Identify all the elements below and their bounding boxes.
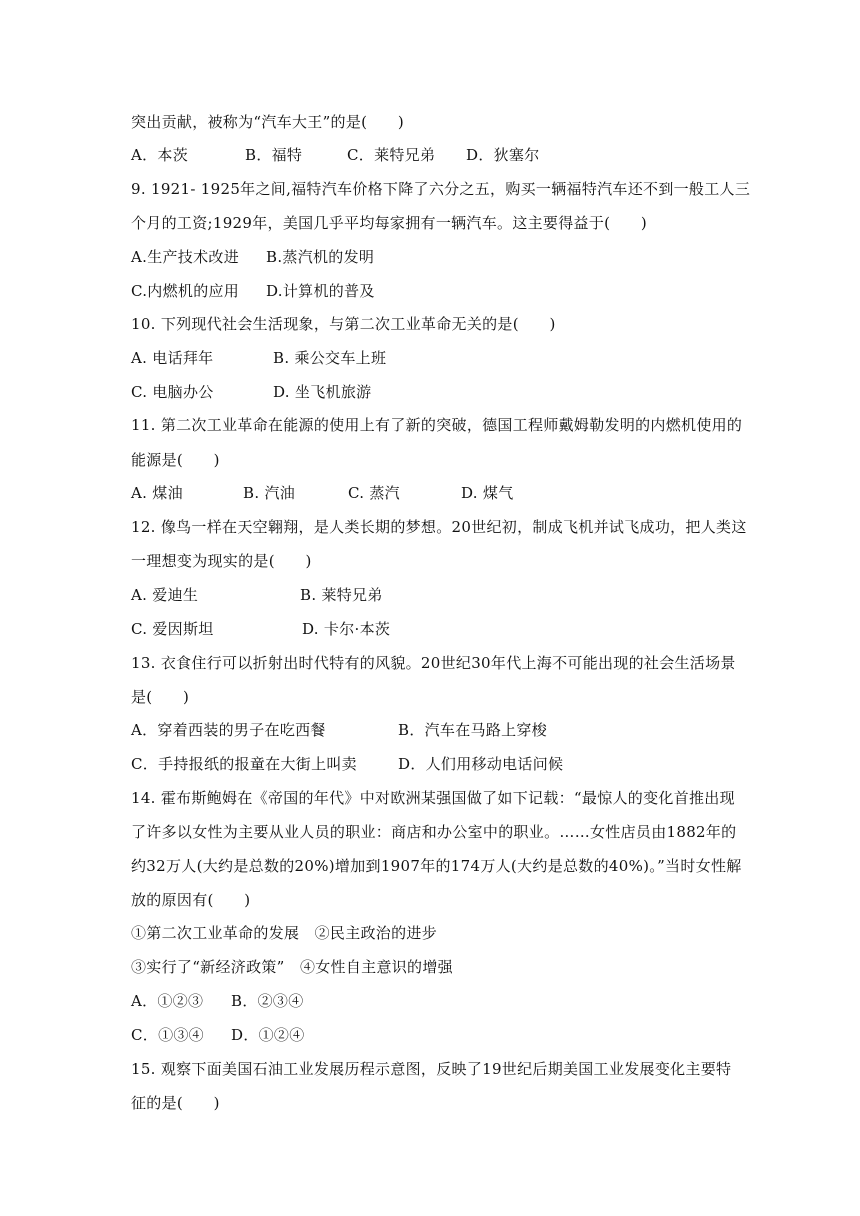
q10-option-b: B. 乘公交车上班	[273, 349, 387, 367]
q11-stem-line1: 11. 第二次工业革命在能源的使用上有了新的突破，德国工程师戴姆勒发明的内燃机使用的	[131, 416, 743, 434]
q14-option-a: A．①②③	[131, 992, 204, 1010]
q9-option-c: C.内燃机的应用	[131, 282, 240, 300]
q8-option-a: A．本茨	[131, 146, 189, 164]
q12-option-c: C. 爱因斯坦	[131, 620, 214, 638]
q13-option-c: C．手持报纸的报童在大街上叫卖	[131, 755, 357, 773]
q13-option-b: B．汽车在马路上穿梭	[398, 721, 548, 739]
q15-stem-line2: 征的是( )	[131, 1094, 220, 1112]
q13-option-d: D．人们用移动电话问候	[398, 755, 564, 773]
q10-option-a: A. 电话拜年	[131, 349, 214, 367]
q13-stem-line2: 是( )	[131, 688, 190, 706]
q9-option-d: D.计算机的普及	[266, 282, 375, 300]
q13-option-a: A．穿着西装的男子在吃西餐	[131, 721, 326, 739]
q12-option-d: D. 卡尔·本茨	[302, 620, 391, 638]
q10-option-d: D. 坐飞机旅游	[273, 383, 372, 401]
q15-stem-line1: 15. 观察下面美国石油工业发展历程示意图，反映了19世纪后期美国工业发展变化主要特	[131, 1060, 732, 1078]
q12-option-a: A. 爱迪生	[131, 586, 199, 604]
q10-stem: 10. 下列现代社会生活现象，与第二次工业革命无关的是( )	[131, 315, 556, 333]
q11-option-c: C. 蒸汽	[348, 484, 400, 502]
q12-option-b: B. 莱特兄弟	[300, 586, 383, 604]
q9-option-b: B.蒸汽机的发明	[266, 248, 375, 266]
q14-stem-line1: 14. 霍布斯鲍姆在《帝国的年代》中对欧洲某强国做了如下记载：“最惊人的变化首推出现	[131, 789, 735, 807]
q9-stem-line1: 9. 1921- 1925年之间,福特汽车价格下降了六分之五，购买一辆福特汽车还不到一般工人三	[131, 180, 751, 198]
q11-option-a: A. 煤油	[131, 484, 183, 502]
q14-statements-line1: ①第二次工业革命的发展 ②民主政治的进步	[131, 924, 438, 942]
q9-option-a: A.生产技术改进	[131, 248, 240, 266]
q13-stem-line1: 13. 衣食住行可以折射出时代特有的风貌。20世纪30年代上海不可能出现的社会生活场景	[131, 654, 736, 672]
q11-option-b: B. 汽油	[243, 484, 296, 502]
q8-option-d: D．狄塞尔	[466, 146, 540, 164]
q14-stem-line3: 约32万人(大约是总数的20%)增加到1907年的174万人(大约是总数的40%)。”当时女性解	[131, 857, 742, 875]
q8-stem-tail: 突出贡献，被称为“汽车大王”的是( )	[131, 113, 405, 131]
q11-stem-line2: 能源是( )	[131, 451, 220, 469]
q12-stem-line2: 一理想变为现实的是( )	[131, 552, 312, 570]
q14-option-b: B．②③④	[231, 992, 304, 1010]
q8-option-b: B．福特	[245, 146, 303, 164]
q8-option-c: C．莱特兄弟	[347, 146, 436, 164]
q14-statements-line2: ③实行了“新经济政策” ④女性自主意识的增强	[131, 958, 453, 976]
q14-option-d: D．①②④	[231, 1026, 305, 1044]
q14-stem-line2: 了许多以女性为主要从业人员的职业：商店和办公室中的职业。……女性店员由1882年的	[131, 823, 737, 841]
q9-stem-line2: 个月的工资;1929年，美国几乎平均每家拥有一辆汽车。这主要得益于( )	[131, 214, 648, 232]
q10-option-c: C. 电脑办公	[131, 383, 214, 401]
q11-option-d: D. 煤气	[461, 484, 514, 502]
q12-stem-line1: 12. 像鸟一样在天空翱翔，是人类长期的梦想。20世纪初，制成飞机并试飞成功，把人类这	[131, 518, 747, 536]
q14-stem-line4: 放的原因有( )	[131, 891, 251, 909]
q14-option-c: C．①③④	[131, 1026, 204, 1044]
